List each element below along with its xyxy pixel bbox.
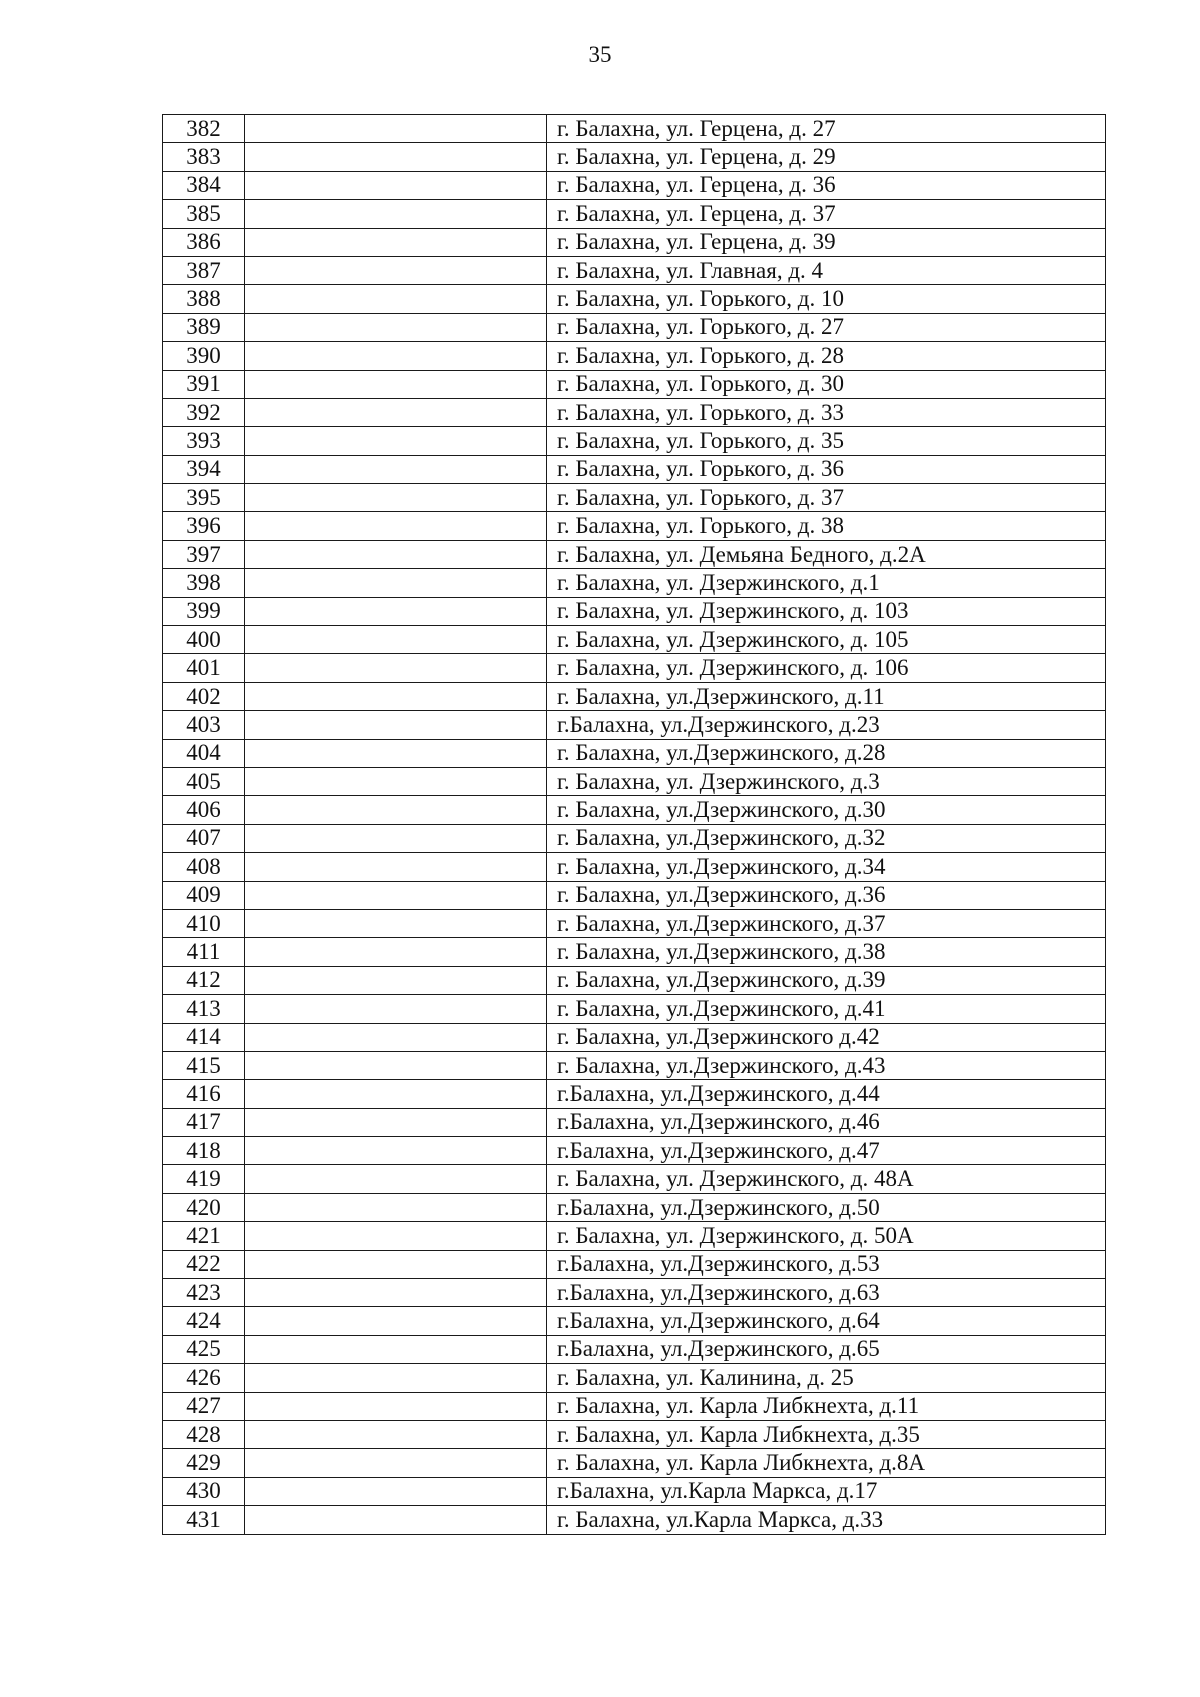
table-row [163,1506,1106,1534]
empty-cell [245,1165,547,1193]
table-row [163,1449,1106,1477]
address-cell: г. Балахна, ул. Горького, д. 30 [547,370,1106,398]
table-row [163,1364,1106,1392]
table-row [163,171,1106,199]
address-cell: г. Балахна, ул.Дзержинского, д.32 [547,824,1106,852]
table-row [163,1222,1106,1250]
empty-cell [245,115,547,143]
row-number: 417 [163,1108,245,1136]
table-row [163,484,1106,512]
empty-cell [245,966,547,994]
table-row [163,1307,1106,1335]
table-row [163,626,1106,654]
address-cell: г. Балахна, ул. Дзержинского, д.1 [547,569,1106,597]
empty-cell [245,909,547,937]
table-row [163,654,1106,682]
empty-cell [245,1137,547,1165]
empty-cell [245,342,547,370]
table-row [163,1193,1106,1221]
row-number: 410 [163,909,245,937]
address-cell: г. Балахна, ул. Герцена, д. 29 [547,143,1106,171]
address-cell: г. Балахна, ул. Дзержинского, д. 106 [547,654,1106,682]
empty-cell [245,370,547,398]
empty-cell [245,200,547,228]
empty-cell [245,256,547,284]
table-row [163,256,1106,284]
row-number: 382 [163,115,245,143]
row-number: 411 [163,938,245,966]
table-row [163,881,1106,909]
row-number: 388 [163,285,245,313]
row-number: 393 [163,427,245,455]
row-number: 387 [163,256,245,284]
address-cell: г. Балахна, ул. Дзержинского, д. 105 [547,626,1106,654]
empty-cell [245,796,547,824]
row-number: 412 [163,966,245,994]
empty-cell [245,228,547,256]
table-row [163,1137,1106,1165]
address-table [162,114,1106,1535]
row-number: 409 [163,881,245,909]
table-row [163,938,1106,966]
row-number: 383 [163,143,245,171]
row-number: 430 [163,1477,245,1505]
empty-cell [245,1449,547,1477]
row-number: 422 [163,1250,245,1278]
table-row [163,313,1106,341]
row-number: 389 [163,313,245,341]
empty-cell [245,938,547,966]
row-number: 415 [163,1051,245,1079]
empty-cell [245,1222,547,1250]
empty-cell [245,171,547,199]
row-number: 390 [163,342,245,370]
empty-cell [245,398,547,426]
table-row [163,597,1106,625]
table-row [163,682,1106,710]
address-table-body [163,115,1106,1535]
address-cell: г.Балахна, ул.Дзержинского, д.53 [547,1250,1106,1278]
row-number: 413 [163,995,245,1023]
empty-cell [245,512,547,540]
address-cell: г.Балахна, ул.Дзержинского, д.64 [547,1307,1106,1335]
address-cell: г. Балахна, ул. Горького, д. 37 [547,484,1106,512]
empty-cell [245,569,547,597]
address-cell: г. Балахна, ул. Дзержинского, д.3 [547,767,1106,795]
empty-cell [245,1250,547,1278]
address-cell: г.Балахна, ул.Дзержинского, д.23 [547,711,1106,739]
table-row [163,427,1106,455]
table-row [163,1335,1106,1363]
table-row [163,1080,1106,1108]
address-cell: г. Балахна, ул.Дзержинского, д.36 [547,881,1106,909]
address-cell: г. Балахна, ул.Дзержинского, д.41 [547,995,1106,1023]
table-row [163,1108,1106,1136]
address-cell: г. Балахна, ул. Герцена, д. 37 [547,200,1106,228]
empty-cell [245,597,547,625]
row-number: 404 [163,739,245,767]
row-number: 403 [163,711,245,739]
table-row [163,200,1106,228]
empty-cell [245,1051,547,1079]
row-number: 399 [163,597,245,625]
address-cell: г. Балахна, ул. Горького, д. 35 [547,427,1106,455]
page-number: 35 [588,42,612,67]
table-row [163,285,1106,313]
row-number: 396 [163,512,245,540]
table-row [163,512,1106,540]
address-cell: г.Балахна, ул.Дзержинского, д.44 [547,1080,1106,1108]
row-number: 407 [163,824,245,852]
empty-cell [245,654,547,682]
row-number: 401 [163,654,245,682]
row-number: 427 [163,1392,245,1420]
row-number: 431 [163,1506,245,1534]
row-number: 384 [163,171,245,199]
table-row [163,115,1106,143]
table-row [163,1392,1106,1420]
address-cell: г. Балахна, ул. Горького, д. 28 [547,342,1106,370]
address-cell: г. Балахна, ул. Герцена, д. 27 [547,115,1106,143]
empty-cell [245,1335,547,1363]
row-number: 406 [163,796,245,824]
row-number: 400 [163,626,245,654]
row-number: 424 [163,1307,245,1335]
empty-cell [245,1080,547,1108]
address-cell: г.Балахна, ул.Дзержинского, д.63 [547,1279,1106,1307]
table-row [163,143,1106,171]
table-row [163,966,1106,994]
empty-cell [245,455,547,483]
table-row [163,540,1106,568]
row-number: 421 [163,1222,245,1250]
address-cell: г.Балахна, ул.Дзержинского, д.47 [547,1137,1106,1165]
address-cell: г. Балахна, ул. Дзержинского, д. 48А [547,1165,1106,1193]
row-number: 416 [163,1080,245,1108]
address-cell: г. Балахна, ул. Герцена, д. 36 [547,171,1106,199]
address-cell: г. Балахна, ул. Карла Либкнехта, д.8А [547,1449,1106,1477]
table-row [163,909,1106,937]
row-number: 428 [163,1420,245,1448]
address-cell: г. Балахна, ул. Горького, д. 10 [547,285,1106,313]
address-cell: г. Балахна, ул.Карла Маркса, д.33 [547,1506,1106,1534]
address-cell: г. Балахна, ул.Дзержинского, д.43 [547,1051,1106,1079]
table-row [163,711,1106,739]
empty-cell [245,853,547,881]
table-row [163,1165,1106,1193]
address-cell: г. Балахна, ул. Горького, д. 38 [547,512,1106,540]
empty-cell [245,1023,547,1051]
row-number: 405 [163,767,245,795]
empty-cell [245,427,547,455]
table-row [163,739,1106,767]
address-cell: г. Балахна, ул. Герцена, д. 39 [547,228,1106,256]
row-number: 386 [163,228,245,256]
empty-cell [245,1307,547,1335]
address-cell: г. Балахна, ул.Дзержинского, д.28 [547,739,1106,767]
empty-cell [245,1420,547,1448]
table-row [163,1023,1106,1051]
row-number: 395 [163,484,245,512]
empty-cell [245,767,547,795]
empty-cell [245,143,547,171]
row-number: 420 [163,1193,245,1221]
row-number: 425 [163,1335,245,1363]
address-cell: г. Балахна, ул. Калинина, д. 25 [547,1364,1106,1392]
address-cell: г. Балахна, ул. Дзержинского, д. 50А [547,1222,1106,1250]
empty-cell [245,1506,547,1534]
address-cell: г. Балахна, ул. Горького, д. 27 [547,313,1106,341]
row-number: 419 [163,1165,245,1193]
row-number: 426 [163,1364,245,1392]
address-cell: г. Балахна, ул. Горького, д. 33 [547,398,1106,426]
row-number: 429 [163,1449,245,1477]
empty-cell [245,739,547,767]
empty-cell [245,540,547,568]
row-number: 423 [163,1279,245,1307]
address-cell: г. Балахна, ул.Дзержинского, д.30 [547,796,1106,824]
empty-cell [245,626,547,654]
empty-cell [245,1279,547,1307]
row-number: 402 [163,682,245,710]
empty-cell [245,1108,547,1136]
table-row [163,342,1106,370]
empty-cell [245,824,547,852]
address-cell: г. Балахна, ул.Дзержинского, д.11 [547,682,1106,710]
empty-cell [245,995,547,1023]
empty-cell [245,682,547,710]
table-row [163,1279,1106,1307]
empty-cell [245,285,547,313]
empty-cell [245,1193,547,1221]
row-number: 392 [163,398,245,426]
empty-cell [245,711,547,739]
address-cell: г. Балахна, ул.Дзержинского, д.39 [547,966,1106,994]
table-row [163,767,1106,795]
address-cell: г.Балахна, ул.Карла Маркса, д.17 [547,1477,1106,1505]
address-cell: г. Балахна, ул. Горького, д. 36 [547,455,1106,483]
table-row [163,1420,1106,1448]
empty-cell [245,313,547,341]
empty-cell [245,1364,547,1392]
table-row [163,398,1106,426]
table-row [163,370,1106,398]
address-cell: г. Балахна, ул.Дзержинского, д.37 [547,909,1106,937]
address-cell: г. Балахна, ул.Дзержинского, д.38 [547,938,1106,966]
address-cell: г.Балахна, ул.Дзержинского, д.46 [547,1108,1106,1136]
row-number: 385 [163,200,245,228]
address-cell: г. Балахна, ул. Главная, д. 4 [547,256,1106,284]
address-cell: г. Балахна, ул. Демьяна Бедного, д.2А [547,540,1106,568]
table-row [163,1477,1106,1505]
empty-cell [245,881,547,909]
table-row [163,1051,1106,1079]
address-cell: г. Балахна, ул. Дзержинского, д. 103 [547,597,1106,625]
table-row [163,228,1106,256]
row-number: 397 [163,540,245,568]
table-row [163,995,1106,1023]
address-cell: г. Балахна, ул. Карла Либкнехта, д.11 [547,1392,1106,1420]
table-row [163,796,1106,824]
row-number: 408 [163,853,245,881]
row-number: 418 [163,1137,245,1165]
row-number: 414 [163,1023,245,1051]
table-row [163,1250,1106,1278]
row-number: 398 [163,569,245,597]
row-number: 394 [163,455,245,483]
row-number: 391 [163,370,245,398]
address-cell: г. Балахна, ул.Дзержинского д.42 [547,1023,1106,1051]
table-row [163,455,1106,483]
address-cell: г.Балахна, ул.Дзержинского, д.50 [547,1193,1106,1221]
empty-cell [245,484,547,512]
address-cell: г. Балахна, ул.Дзержинского, д.34 [547,853,1106,881]
table-row [163,824,1106,852]
table-row [163,853,1106,881]
empty-cell [245,1392,547,1420]
table-row [163,569,1106,597]
address-cell: г. Балахна, ул. Карла Либкнехта, д.35 [547,1420,1106,1448]
empty-cell [245,1477,547,1505]
address-cell: г.Балахна, ул.Дзержинского, д.65 [547,1335,1106,1363]
